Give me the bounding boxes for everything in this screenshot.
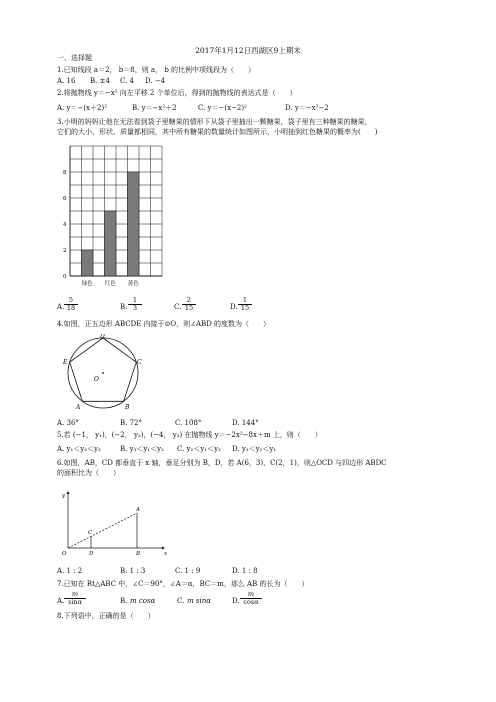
q7-option-d-denominator: cosα (240, 598, 262, 606)
q5-option-d: D. y₃＜y₂＜y₁ (232, 445, 277, 453)
q7-option-a-numerator: m (71, 590, 79, 598)
vertex-label-a: A (76, 404, 81, 411)
y-tick-label: 2 (63, 248, 67, 254)
q4-option-a: A. 36° (57, 419, 79, 427)
x-tick-label: 绿色 (81, 281, 93, 287)
q3-option-c-numerator: 2 (186, 296, 192, 304)
center-o-dot (102, 372, 104, 374)
vertex-label-e: E (63, 359, 68, 366)
q3-option-d-label: D. (230, 303, 238, 311)
y-tick-label: 0 (63, 274, 67, 280)
point-label-a: A (136, 507, 140, 513)
q7-option-d-label: D. (232, 597, 240, 605)
q5-stem: 5.若 (−1， y₁)，(−2， y₂)，(−4， y₃) 在抛物线 y＝−2x²−8x＋m 上，则（ ） (57, 431, 322, 439)
q2-option-a: A. y＝−(x＋2)² (57, 104, 107, 112)
q2-option-b: B. y＝−x²＋2 (132, 104, 177, 112)
q4-stem: 4.如图，正五边形 ABCDE 内接于⊙O，则∠ABD 的度数为（ ） (57, 320, 271, 328)
q4-option-c: C. 108° (175, 419, 202, 427)
y-tick-label: 6 (63, 196, 67, 202)
q7-option-c-label: C. (177, 597, 185, 605)
q1-option-a: A. 16 (57, 77, 76, 85)
q6-option-b: B. 1 : 3 (120, 567, 146, 575)
axis-label-y: y (62, 493, 66, 499)
y-tick-label: 4 (63, 222, 67, 228)
point-label-c: C (88, 530, 93, 536)
q3-option-d-fraction (238, 297, 252, 312)
q3-option-b-label: B. (120, 303, 128, 311)
q3-option-b-fraction (128, 297, 142, 312)
q3-option-c-fraction (182, 297, 196, 312)
q3-option-a-fraction (64, 297, 78, 312)
y-axis-arrow-icon (67, 491, 70, 494)
q1-option-d: D. −4 (145, 77, 166, 85)
q6-option-a: A. 1 : 2 (57, 567, 83, 575)
q3-option-c-label: C. (174, 303, 182, 311)
axis-label-x: x (164, 551, 168, 557)
q3-option-a-denominator: 18 (64, 304, 78, 312)
q7-option-d-fraction (240, 591, 262, 606)
coordinate-figure (58, 488, 168, 560)
q6-stem-line2: 的面积比为（ ） (57, 469, 120, 477)
q7-option-a-label: A. (57, 597, 65, 605)
vertex-label-b: B (125, 404, 130, 411)
q7-option-a-fraction (64, 591, 86, 606)
q3-option-b-denominator: 3 (128, 304, 142, 312)
bar (128, 172, 140, 276)
q7-option-a-denominator: sinα (64, 598, 86, 606)
y-tick-label: 8 (63, 170, 67, 176)
x-tick-label: 黄色 (127, 281, 139, 287)
q5-option-a: A. y₁＜y₂＜y₃ (57, 445, 101, 453)
q2-option-c: C. y＝−(x−2)² (198, 104, 247, 112)
q3-option-c-denominator: 15 (182, 304, 196, 312)
bar (105, 211, 117, 276)
q4-option-d: D. 144° (232, 419, 259, 427)
q7-option-b-label: B. (120, 597, 128, 605)
q7-option-b-text: m cosα (130, 597, 156, 605)
q7-stem: 7.已知在 Rt△ABC 中，∠C＝90°，∠A＝α，BC＝m，那么 AB 的长为（ ） (57, 580, 309, 588)
q3-option-b-numerator: 1 (132, 296, 138, 304)
x-axis-arrow-icon (162, 547, 165, 550)
q6-option-d: D. 1 : 8 (232, 567, 258, 575)
q6-stem-line1: 6.如图，AB，CD 都垂直于 x 轴，垂足分别为 B，D，若 A(6，3)，C(2，1)，则△OCD 与四边形 ABDC (57, 459, 387, 467)
x-tick-label: 红色 (104, 281, 116, 287)
q2-stem: 2.将抛物线 y＝−x² 向左平移 2 个单位后，得到的抛物线的表达式是（ ） (57, 89, 297, 97)
page-title: 2017年1月12日西湖区9上期末 (195, 46, 301, 55)
vertex-label-d: D (100, 334, 105, 340)
point-label-o: O (62, 551, 67, 557)
q8-stem: 8.下列语中，正确的是（ ） (57, 612, 155, 620)
q7-option-d-numerator: m (247, 590, 255, 598)
pentagon-abcde (70, 338, 137, 401)
q1-option-b: B. ±4 (90, 77, 110, 85)
dashed-line-oa (68, 513, 137, 548)
point-label-b: B (136, 551, 141, 557)
q3-option-a-numerator: 5 (68, 296, 74, 304)
pentagon-circle-figure (58, 334, 148, 412)
section-heading: 一、选择题 (57, 54, 92, 62)
q7-option-c-text: m sinα (187, 597, 211, 605)
q5-option-c: C. y₂＜y₁＜y₃ (177, 445, 221, 453)
q1-stem: 1.已知线段 a＝2， b＝8，则 a， b 的比例中项线段为（ ） (57, 66, 256, 74)
candy-bar-chart (58, 142, 168, 292)
q5-option-b: B. y₃＜y₁＜y₂ (120, 445, 164, 453)
q2-option-d: D. y＝−x²−2 (285, 104, 329, 112)
point-label-d: D (89, 551, 94, 557)
q3-stem-line1: 3.小明的妈妈让他在无法看到袋子里糖果的情形下从袋子里抽出一颗糖果，袋子里有三种糖果的糖果， (57, 118, 372, 126)
vertex-label-c: C (137, 359, 142, 366)
q4-option-b: B. 72° (120, 419, 143, 427)
bar (82, 250, 94, 276)
q6-option-c: C. 1 : 9 (175, 567, 201, 575)
q1-option-c: C. 4 (120, 77, 135, 85)
q3-option-a-label: A. (57, 303, 65, 311)
q3-option-d-denominator: 15 (238, 304, 252, 312)
q3-stem-line2: 它们的大小、形状、质量都相同，其中所有糖果的数量统计如图所示，小明抽到红色糖果的概率为( ) (57, 128, 378, 136)
center-label-o: O (94, 376, 99, 383)
q3-option-d-numerator: 1 (242, 296, 248, 304)
